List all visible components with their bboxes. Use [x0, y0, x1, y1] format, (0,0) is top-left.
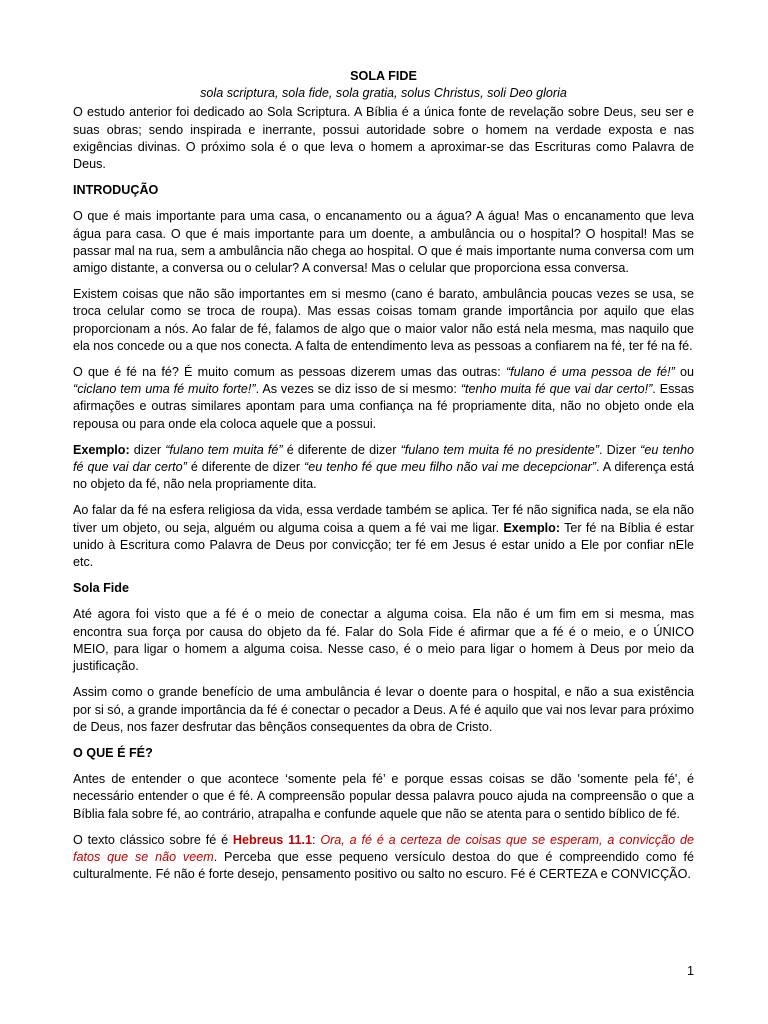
text-run: . Perceba que esse pequeno versículo destoa do que é compreendido como fé culturalmente. Fé não é forte desejo, pensamento positivo ou salto no escuro. Fé é CERTEZA e CONVICÇÃO.	[73, 849, 694, 882]
quote: “fulano tem muita fé no presidente”	[400, 442, 599, 457]
example-label: Exemplo:	[503, 520, 561, 535]
quote: “eu tenho fé que vai dar certo”	[73, 442, 694, 475]
paragraph-hebreus	[73, 832, 694, 884]
document-subtitle: sola scriptura, sola fide, sola gratia, solus Christus, soli Deo gloria	[200, 86, 567, 101]
paragraph-coisas-importantes: Existem coisas que não são importantes em si mesmo (cano é barato, ambulância poucas vezes se usa, se troca celular como se troca de roupa). Mas essas coisas tomam grande importância por aquilo que elas proporcionam a nós. Ao falar de fé, falamos de algo que o maior valor não está nela mesma, mas naquilo que ela nos concede ou a que nos conecta. A falta de entendimento leva as pessoas a confiarem na fé, ter fé na fé.	[73, 287, 694, 353]
text-run: . Dizer	[599, 442, 641, 457]
text-run: O texto clássico sobre fé é	[73, 832, 233, 847]
text-run: é diferente de dizer	[282, 442, 401, 457]
text-run: . A diferença está no objeto da fé, não nela propriamente dita.	[73, 460, 694, 492]
heading-sola-fide: Sola Fide	[73, 581, 129, 596]
paragraph-fe-na-fe	[73, 364, 694, 433]
page-number: 1	[686, 964, 694, 978]
text-run: dizer	[129, 442, 166, 457]
scripture-reference: Hebreus 11.1	[232, 832, 312, 847]
paragraph-ambulancia: Assim como o grande benefício de uma ambulância é levar o doente para o hospital, e não a sua existência por si só, a grande importância da fé é conectar o pecador a Deus. A fé é aquilo que vai nos levar para próximo de Deus, nos fazer desfrutar das bênçãos consequentes da obra de Cristo.	[73, 685, 694, 734]
heading-o-que-e-fe: O QUE É FÉ?	[73, 745, 153, 760]
text-run: O que é fé na fé? É muito comum as pessoas dizerem umas das outras:	[73, 365, 506, 380]
text-run: Ter fé na Bíblia é estar unido à Escritura como Palavra de Deus por convicção; ter fé em Jesus é estar unido a Ele por confiar nEle etc.	[73, 520, 695, 570]
quote: “fulano é uma pessoa de fé!”	[505, 365, 675, 380]
paragraph-esfera-religiosa	[73, 502, 694, 571]
document-page	[73, 68, 694, 892]
document-title: SOLA FIDE	[350, 69, 417, 83]
text-run: . Essas afirmações e outras similares apontam para uma confiança na fé propriamente dita, não no objeto onde ela repousa ou para onde ela coloca aquele que a possui.	[73, 382, 694, 431]
paragraph-encanamento: O que é mais importante para uma casa, o encanamento ou a água? A água! Mas o encanamento que leva água para casa. O que é mais importante para um doente, a ambulância ou o hospital? O hospital! Mas se passar mal na rua, sem a ambulância não chega ao hospital. O que é mais importante numa conversa com um amigo distante, a conversa ou o celular? A conversa! Mas o celular que proporciona essa conversa.	[73, 209, 694, 276]
paragraph-exemplo-1	[73, 442, 694, 494]
quote: “ciclano tem uma fé muito forte!”	[73, 382, 256, 397]
text-run: Ao falar da fé na esfera religiosa da vida, essa verdade também se aplica. Ter fé não significa nada, se ela não tiver um objeto, ou seja, alguém ou alguma coisa a quem a fé vai me ligar.	[73, 503, 694, 535]
scripture-quote: Ora, a fé é a certeza de coisas que se esperam, a convicção de fatos que se não veem	[73, 832, 694, 864]
example-label: Exemplo:	[73, 442, 130, 457]
paragraph-antes-de-entender: Antes de entender o que acontece ‘somente pela fé’ e porque essas coisas se dão 'somente pela fé', é necessário entender o que é fé. A compreensão popular dessa palavra pouco ajuda na compreensão o que a Bíblia fala sobre fé, ao contrário, atrapalha e confunde aquele que não se atenta para o sentido bíblico de fé.	[73, 772, 694, 821]
text-run: é diferente de dizer	[186, 460, 305, 475]
intro-paragraph: O estudo anterior foi dedicado ao Sola Scriptura. A Bíblia é a única fonte de revelação sobre Deus, seu ser e suas obras; sendo inspirada e inerrante, possui autoridade sobre o homem na verdade exposta e nas exigências divinas. O próximo sola é o que leva o homem a aproximar-se das Escrituras como Palavra de Deus.	[73, 105, 694, 172]
heading-introducao: INTRODUÇÃO	[73, 183, 159, 198]
quote: “tenho muita fé que vai dar certo!”	[460, 382, 653, 397]
quote: “eu tenho fé que meu filho não vai me decepcionar”	[304, 460, 596, 475]
text-run: ou	[674, 365, 694, 380]
paragraph-meio-de-conectar: Até agora foi visto que a fé é o meio de conectar a alguma coisa. Ela não é um fim em si mesma, mas encontra sua força por causa do objeto da fé. Falar do Sola Fide é afirmar que a fé é o meio, e o ÚNICO MEIO, para ligar o homem a alguma coisa. Nesse caso, é o meio para ligar o homem à Deus por meio da justificação.	[73, 607, 694, 674]
quote: “fulano tem muita fé”	[165, 442, 283, 457]
text-run: :	[311, 832, 321, 847]
text-run: . As vezes se diz isso de si mesmo:	[255, 382, 461, 397]
